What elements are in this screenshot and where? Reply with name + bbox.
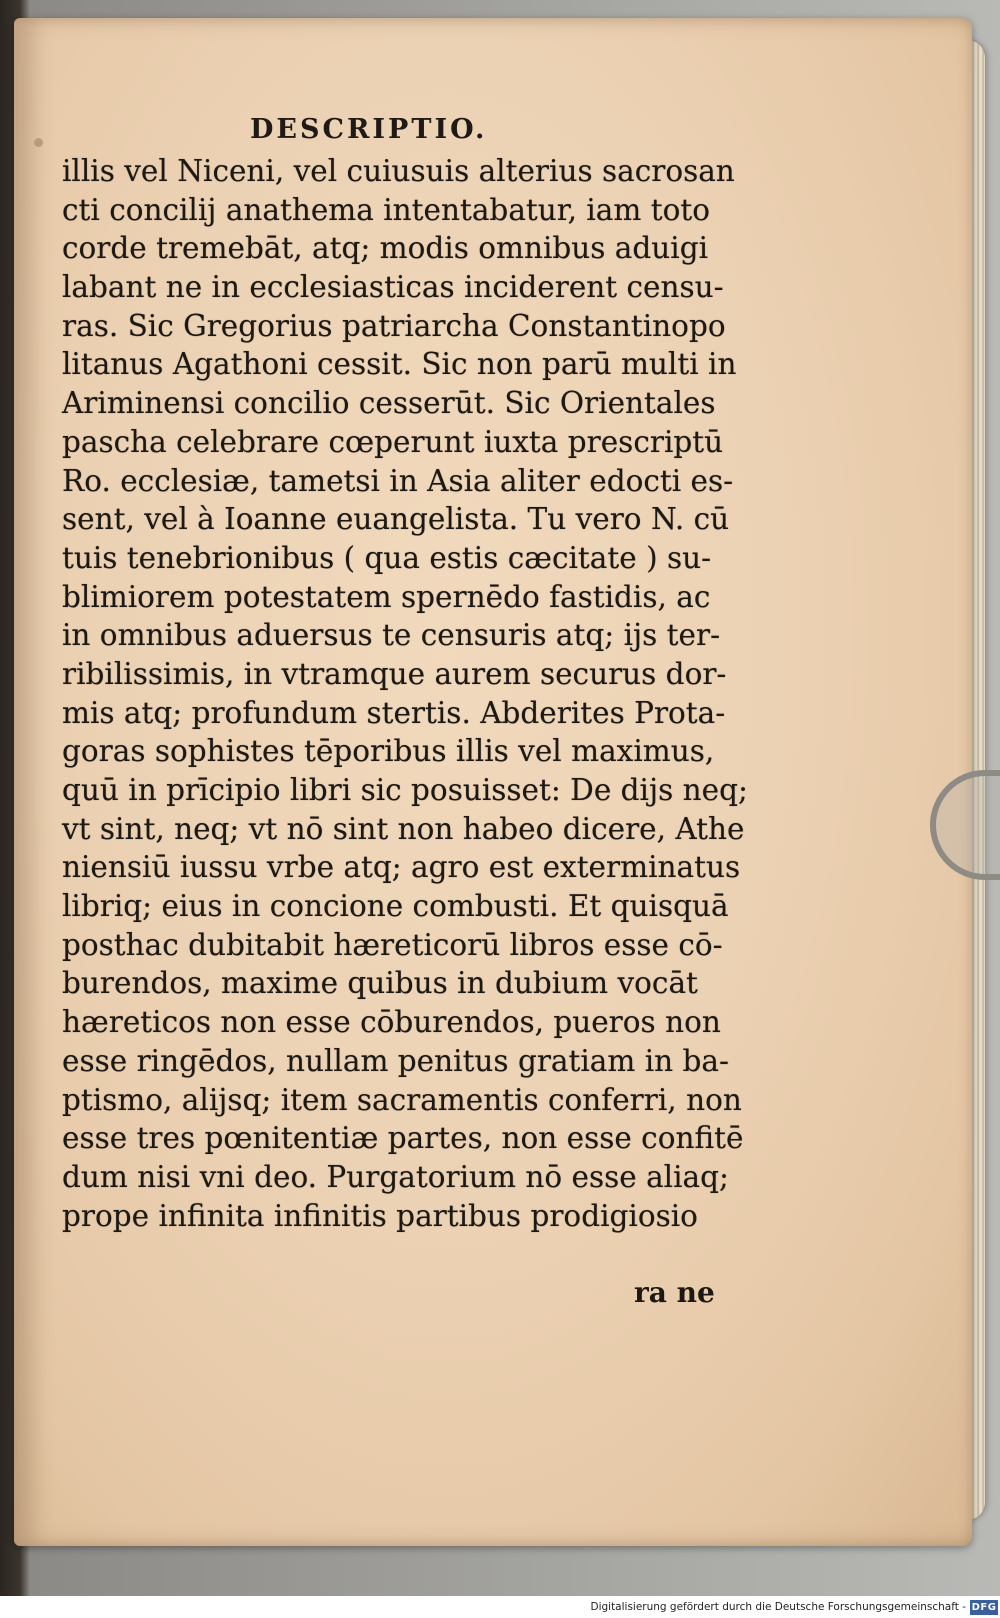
text-line: esse tres pœnitentiæ partes, non esse confitē (62, 1121, 744, 1156)
text-line: pascha celebrare cœperunt iuxta prescriptū (62, 424, 724, 459)
funding-credit: Digitalisierung gefördert durch die Deutsche Forschungsgemeinschaft - (590, 1601, 966, 1613)
text-line: blimiorem potestatem spernēdo fastidis, ac (62, 579, 711, 614)
text-line: hæreticos non esse cōburendos, pueros non (62, 1005, 721, 1040)
wormhole-mark (34, 138, 43, 147)
text-line: dum nisi vni deo. Purgatorium nō esse aliaq; (62, 1159, 729, 1194)
text-line: litanus Agathoni cessit. Sic non parū multi in (62, 347, 737, 382)
text-line: quū in prīcipio libri sic posuisset: De dijs neq; (62, 773, 748, 807)
text-line: niensiū iussu vrbe atq; agro est exterminatus (62, 850, 741, 885)
text-line: sent, vel à Ioanne euangelista. Tu vero N. cū (62, 502, 730, 537)
text-line: burendos, maxime quibus in dubium vocāt (62, 966, 698, 1001)
text-line: libriq; eius in concione combusti. Et quisquā (62, 889, 729, 924)
text-line: ribilissimis, in vtramque aurem securus dor- (62, 656, 727, 691)
text-line: ptismo, alijsq; item sacramentis conferri, non (62, 1082, 742, 1117)
text-line: illis vel Niceni, vel cuiusuis alterius sacrosan (62, 154, 735, 188)
text-line: Ariminensi concilio cesserūt. Sic Orientales (62, 386, 716, 421)
text-line: tuis tenebrionibus ( qua estis cæcitate ) su- (62, 540, 712, 575)
text-line: posthac dubitabit hæreticorū libros esse cō- (62, 927, 723, 962)
text-line: esse ringēdos, nullam penitus gratiam in ba- (62, 1043, 729, 1078)
text-line: ras. Sic Gregorius patriarcha Constantinopo (62, 308, 726, 343)
text-line: goras sophistes tēporibus illis vel maximus, (62, 734, 715, 769)
text-line: Ro. ecclesiæ, tametsi in Asia aliter edocti es- (62, 463, 734, 498)
text-line: in omnibus aduersus te censuris atq; ijs ter- (62, 618, 721, 653)
catchword: ra ne (634, 1276, 715, 1309)
text-line: corde tremebāt, atq; modis omnibus aduigi (62, 231, 709, 266)
body-text (62, 152, 748, 1235)
text-line: mis atq; profundum stertis. Abderites Prota- (62, 695, 726, 730)
text-line: cti concilij anathema intentabatur, iam toto (62, 192, 710, 227)
dfg-logo: DFG (971, 1602, 997, 1613)
text-line: prope infinita infinitis partibus prodigiosio (62, 1198, 698, 1233)
text-line: vt sint, neq; vt nō sint non habeo dicere, Athe (62, 811, 745, 846)
running-head: DESCRIPTIO. (250, 114, 488, 145)
text-line: labant ne in ecclesiasticas inciderent censu- (62, 270, 724, 305)
